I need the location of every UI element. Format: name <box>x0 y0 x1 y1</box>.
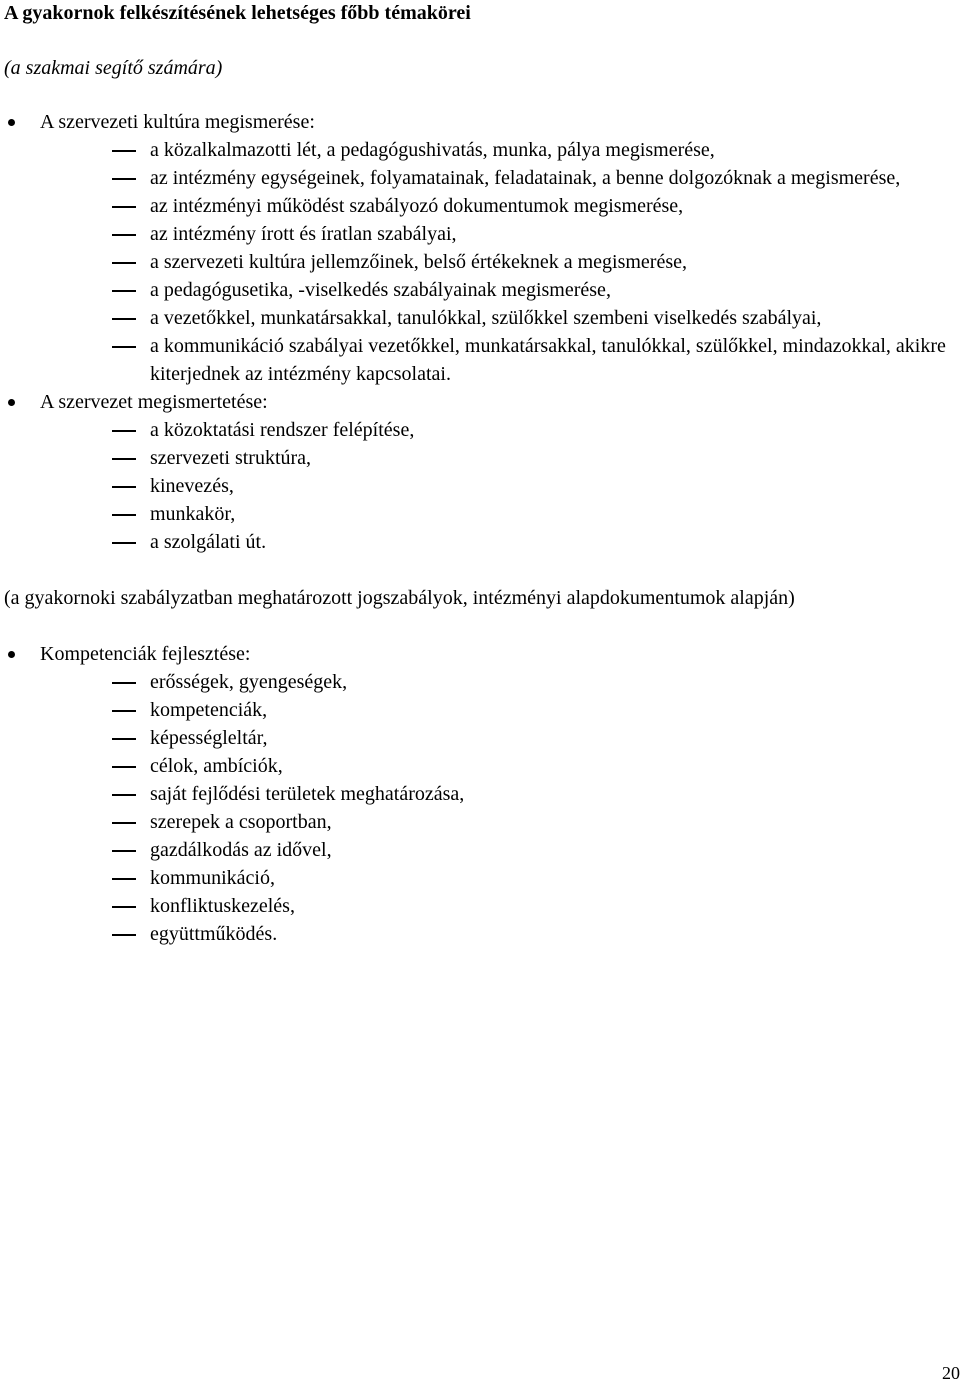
note-paragraph: (a gyakornoki szabályzatban meghatározott jogszabályok, intézményi alapdokumentumok alapján) <box>4 587 795 609</box>
list-item: kompetenciák, <box>40 696 949 724</box>
dash-icon <box>112 934 136 936</box>
bullet-icon <box>8 399 15 406</box>
dash-icon <box>112 878 136 880</box>
section-heading: A szervezet megismertetése: <box>40 391 268 413</box>
list-item: erősségek, gyengeségek, <box>40 668 949 696</box>
list-item: szervezeti struktúra, <box>40 444 949 472</box>
document-subtitle: (a szakmai segítő számára) <box>4 57 223 79</box>
topic-section-3 <box>4 640 949 948</box>
dash-icon <box>112 430 136 432</box>
list-item: az intézmény írott és íratlan szabályai, <box>40 220 949 248</box>
dash-icon <box>112 794 136 796</box>
topic-section-2 <box>4 388 949 556</box>
dash-icon <box>112 290 136 292</box>
list-item: a szolgálati út. <box>40 528 949 556</box>
list-item: együttműködés. <box>40 920 949 948</box>
list-item: gazdálkodás az idővel, <box>40 836 949 864</box>
list-item: a vezetőkkel, munkatársakkal, tanulókkal, szülőkkel szembeni viselkedés szabályai, <box>40 304 949 332</box>
dash-icon <box>112 542 136 544</box>
list-item: kommunikáció, <box>40 864 949 892</box>
dash-icon <box>112 262 136 264</box>
section-heading: A szervezeti kultúra megismerése: <box>40 111 315 133</box>
dash-icon <box>112 234 136 236</box>
dash-icon <box>112 150 136 152</box>
topic-list-1 <box>4 108 949 556</box>
list-item: konfliktuskezelés, <box>40 892 949 920</box>
list-item: képességleltár, <box>40 724 949 752</box>
section-heading: Kompetenciák fejlesztése: <box>40 643 251 665</box>
topic-section-1 <box>4 108 949 388</box>
dash-icon <box>112 514 136 516</box>
list-item: a közalkalmazotti lét, a pedagógushivatás, munka, pálya megismerése, <box>40 136 949 164</box>
dash-icon <box>112 682 136 684</box>
topic-list-2 <box>4 640 949 948</box>
list-item: a kommunikáció szabályai vezetőkkel, munkatársakkal, tanulókkal, szülőkkel, mindazokkal, akikre kiterjednek az intézmény kapcsolatai. <box>40 332 949 388</box>
dash-icon <box>112 346 136 348</box>
dash-icon <box>112 486 136 488</box>
list-item: az intézmény egységeinek, folyamatainak, feladatainak, a benne dolgozóknak a megismerése, <box>40 164 949 192</box>
dash-icon <box>112 766 136 768</box>
bullet-icon <box>8 119 15 126</box>
bullet-icon <box>8 651 15 658</box>
dash-icon <box>112 458 136 460</box>
dash-icon <box>112 710 136 712</box>
dash-icon <box>112 738 136 740</box>
dash-icon <box>112 906 136 908</box>
page-number: 20 <box>942 1363 960 1383</box>
list-item: az intézményi működést szabályozó dokumentumok megismerése, <box>40 192 949 220</box>
list-item: a pedagógusetika, -viselkedés szabályainak megismerése, <box>40 276 949 304</box>
dash-icon <box>112 850 136 852</box>
subtopic-list <box>40 136 949 388</box>
document-page <box>4 0 949 948</box>
subtopic-list <box>40 668 949 948</box>
list-item: a közoktatási rendszer felépítése, <box>40 416 949 444</box>
list-item: a szervezeti kultúra jellemzőinek, belső értékeknek a megismerése, <box>40 248 949 276</box>
dash-icon <box>112 822 136 824</box>
list-item: szerepek a csoportban, <box>40 808 949 836</box>
list-item: saját fejlődési területek meghatározása, <box>40 780 949 808</box>
list-item: kinevezés, <box>40 472 949 500</box>
document-title: A gyakornok felkészítésének lehetséges főbb témakörei <box>4 2 471 24</box>
subtopic-list <box>40 416 949 556</box>
list-item: munkakör, <box>40 500 949 528</box>
list-item: célok, ambíciók, <box>40 752 949 780</box>
dash-icon <box>112 178 136 180</box>
dash-icon <box>112 318 136 320</box>
dash-icon <box>112 206 136 208</box>
